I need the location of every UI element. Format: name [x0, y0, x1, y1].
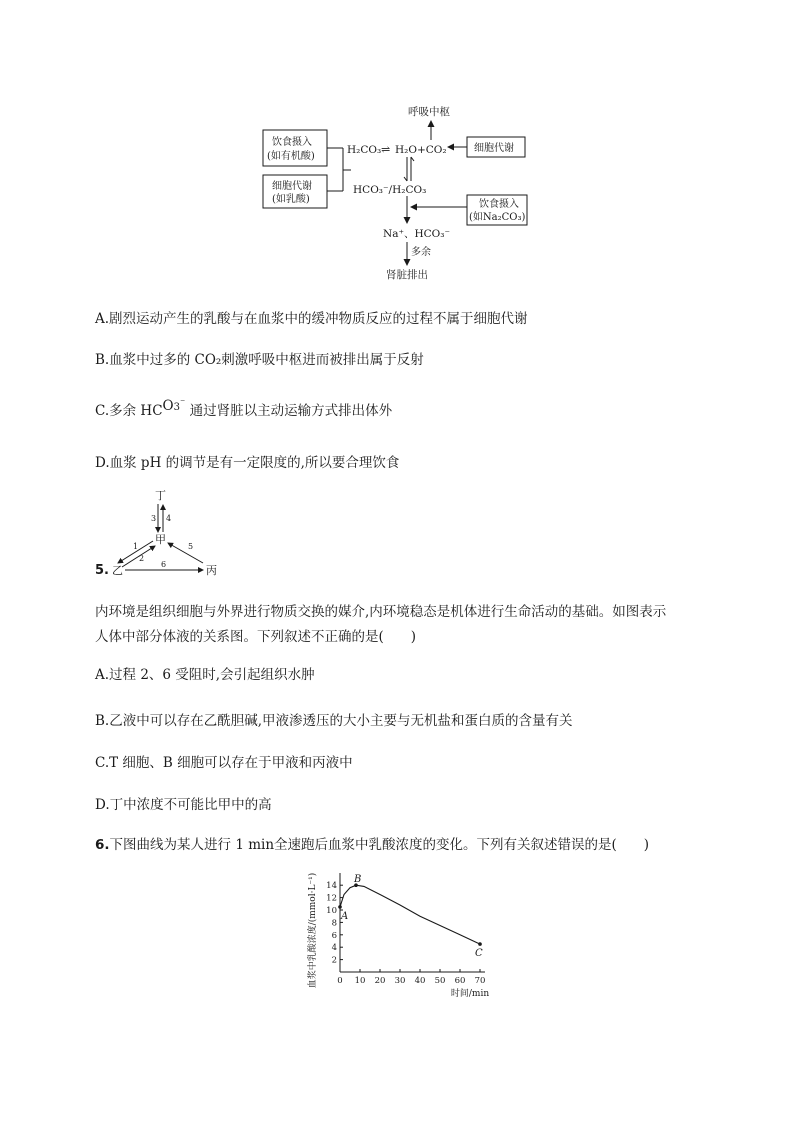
- q5-option-a: A.过程 2、6 受阻时,会引起组织水肿: [95, 667, 315, 683]
- arrow-label-3: 3: [151, 514, 157, 523]
- y-tick-label: 10: [326, 906, 337, 916]
- arrow-label-2: 2: [139, 554, 145, 563]
- x-tick-label: 30: [394, 976, 406, 986]
- x-tick-label: 10: [354, 976, 366, 986]
- h2co3-label: H₂CO₃: [347, 144, 382, 156]
- arrow-label-4: 4: [166, 514, 172, 523]
- point-label-a: A: [341, 910, 349, 922]
- svg-text:(如有机酸): (如有机酸): [267, 151, 315, 162]
- y-tick-label: 2: [331, 955, 337, 966]
- svg-text:细胞代谢: 细胞代谢: [272, 181, 312, 192]
- q5-stem-line1: 内环境是组织细胞与外界进行物质交换的媒介,内环境稳态是机体进行生命活动的基础。如图表示: [95, 604, 667, 620]
- lactate-curve: [340, 885, 480, 944]
- x-tick-label: 0: [337, 976, 343, 986]
- diet-na2co3-box: [467, 195, 527, 225]
- arrow-label-5: 5: [188, 542, 194, 551]
- q5-option-d: D.丁中浓度不可能比甲中的高: [95, 797, 272, 813]
- q5-stem-line2: 人体中部分体液的关系图。下列叙述不正确的是( ): [95, 629, 417, 645]
- svg-text:饮食摄入: 饮食摄入: [479, 199, 519, 210]
- y-tick-label: 8: [331, 918, 337, 929]
- point-a: [338, 905, 342, 909]
- excess-label: 多余: [411, 247, 431, 258]
- svg-text:饮食摄入: 饮食摄入: [272, 137, 312, 148]
- diet-organic-acid-box: [263, 130, 327, 166]
- y-tick-label: 4: [331, 943, 337, 954]
- node-bing: 丙: [206, 564, 217, 577]
- x-tick-label: 70: [474, 976, 486, 986]
- svg-text:(如Na₂CO₃): (如Na₂CO₃): [469, 212, 526, 223]
- na-hco3-label: Na⁺、HCO₃⁻: [383, 228, 451, 240]
- h2o-co2-label: H₂O+CO₂: [395, 144, 447, 156]
- q6-stem: [95, 833, 649, 853]
- cell-metabolism-lactic-box: [263, 175, 327, 208]
- q6-number: 6.: [95, 837, 110, 853]
- q5-option-b: B.乙液中可以存在乙酰胆碱,甲液渗透压的大小主要与无机盐和蛋白质的含量有关: [95, 713, 573, 729]
- q5-number: 5.: [95, 563, 109, 578]
- q4-option-b: B.血浆中过多的 CO₂刺激呼吸中枢进而被排出属于反射: [95, 352, 424, 368]
- node-jia: 甲: [155, 533, 166, 546]
- svg-text:细胞代谢: 细胞代谢: [474, 143, 514, 154]
- svg-text:(如乳酸): (如乳酸): [272, 194, 310, 205]
- point-label-b: B: [354, 874, 362, 886]
- x-tick-label: 60: [454, 976, 466, 986]
- point-label-c: C: [475, 948, 483, 960]
- body-fluid-diagram: [108, 486, 228, 578]
- x-axis-label: 时间/min: [450, 989, 490, 999]
- kidney-label: 肾脏排出: [386, 269, 428, 281]
- x-tick-label: 40: [414, 976, 426, 986]
- q4-option-c: C.多余 $HCO^{3^-}$ 通过肾脏以主动运输方式排出体外: [95, 398, 393, 419]
- q4-option-a: A.剧烈运动产生的乳酸与在血浆中的缓冲物质反应的过程不属于细胞代谢: [95, 311, 528, 327]
- q6-stem-text: 下图曲线为某人进行 1 min全速跑后血浆中乳酸浓度的变化。下列有关叙述错误的是( ): [109, 837, 650, 853]
- cell-metabolism-box: [467, 137, 525, 157]
- x-tick-label: 20: [374, 976, 386, 986]
- y-axis-label: 血浆中乳酸浓度/(mmol·L⁻¹): [308, 872, 318, 989]
- hco3-h2co3-label: HCO₃⁻/H₂CO₃: [353, 184, 427, 196]
- q4-option-d: D.血浆 pH 的调节是有一定限度的,所以要合理饮食: [95, 455, 400, 471]
- respiratory-center-label: 呼吸中枢: [408, 106, 450, 118]
- y-tick-label: 14: [326, 881, 337, 892]
- node-yi: 乙: [112, 564, 123, 577]
- arrow-label-6: 6: [161, 560, 167, 569]
- node-ding: 丁: [155, 489, 166, 502]
- y-tick-label: 6: [331, 930, 337, 941]
- lactate-chart: [305, 868, 495, 1008]
- buffer-system-diagram: [255, 95, 545, 285]
- x-tick-label: 50: [434, 976, 446, 986]
- arrow-label-1: 1: [133, 542, 139, 551]
- point-c: [478, 942, 482, 946]
- y-tick-label: 12: [326, 893, 337, 904]
- equilibrium-arrow: ⇌: [381, 143, 391, 156]
- q5-option-c: C.T 细胞、B 细胞可以存在于甲液和丙液中: [95, 755, 353, 771]
